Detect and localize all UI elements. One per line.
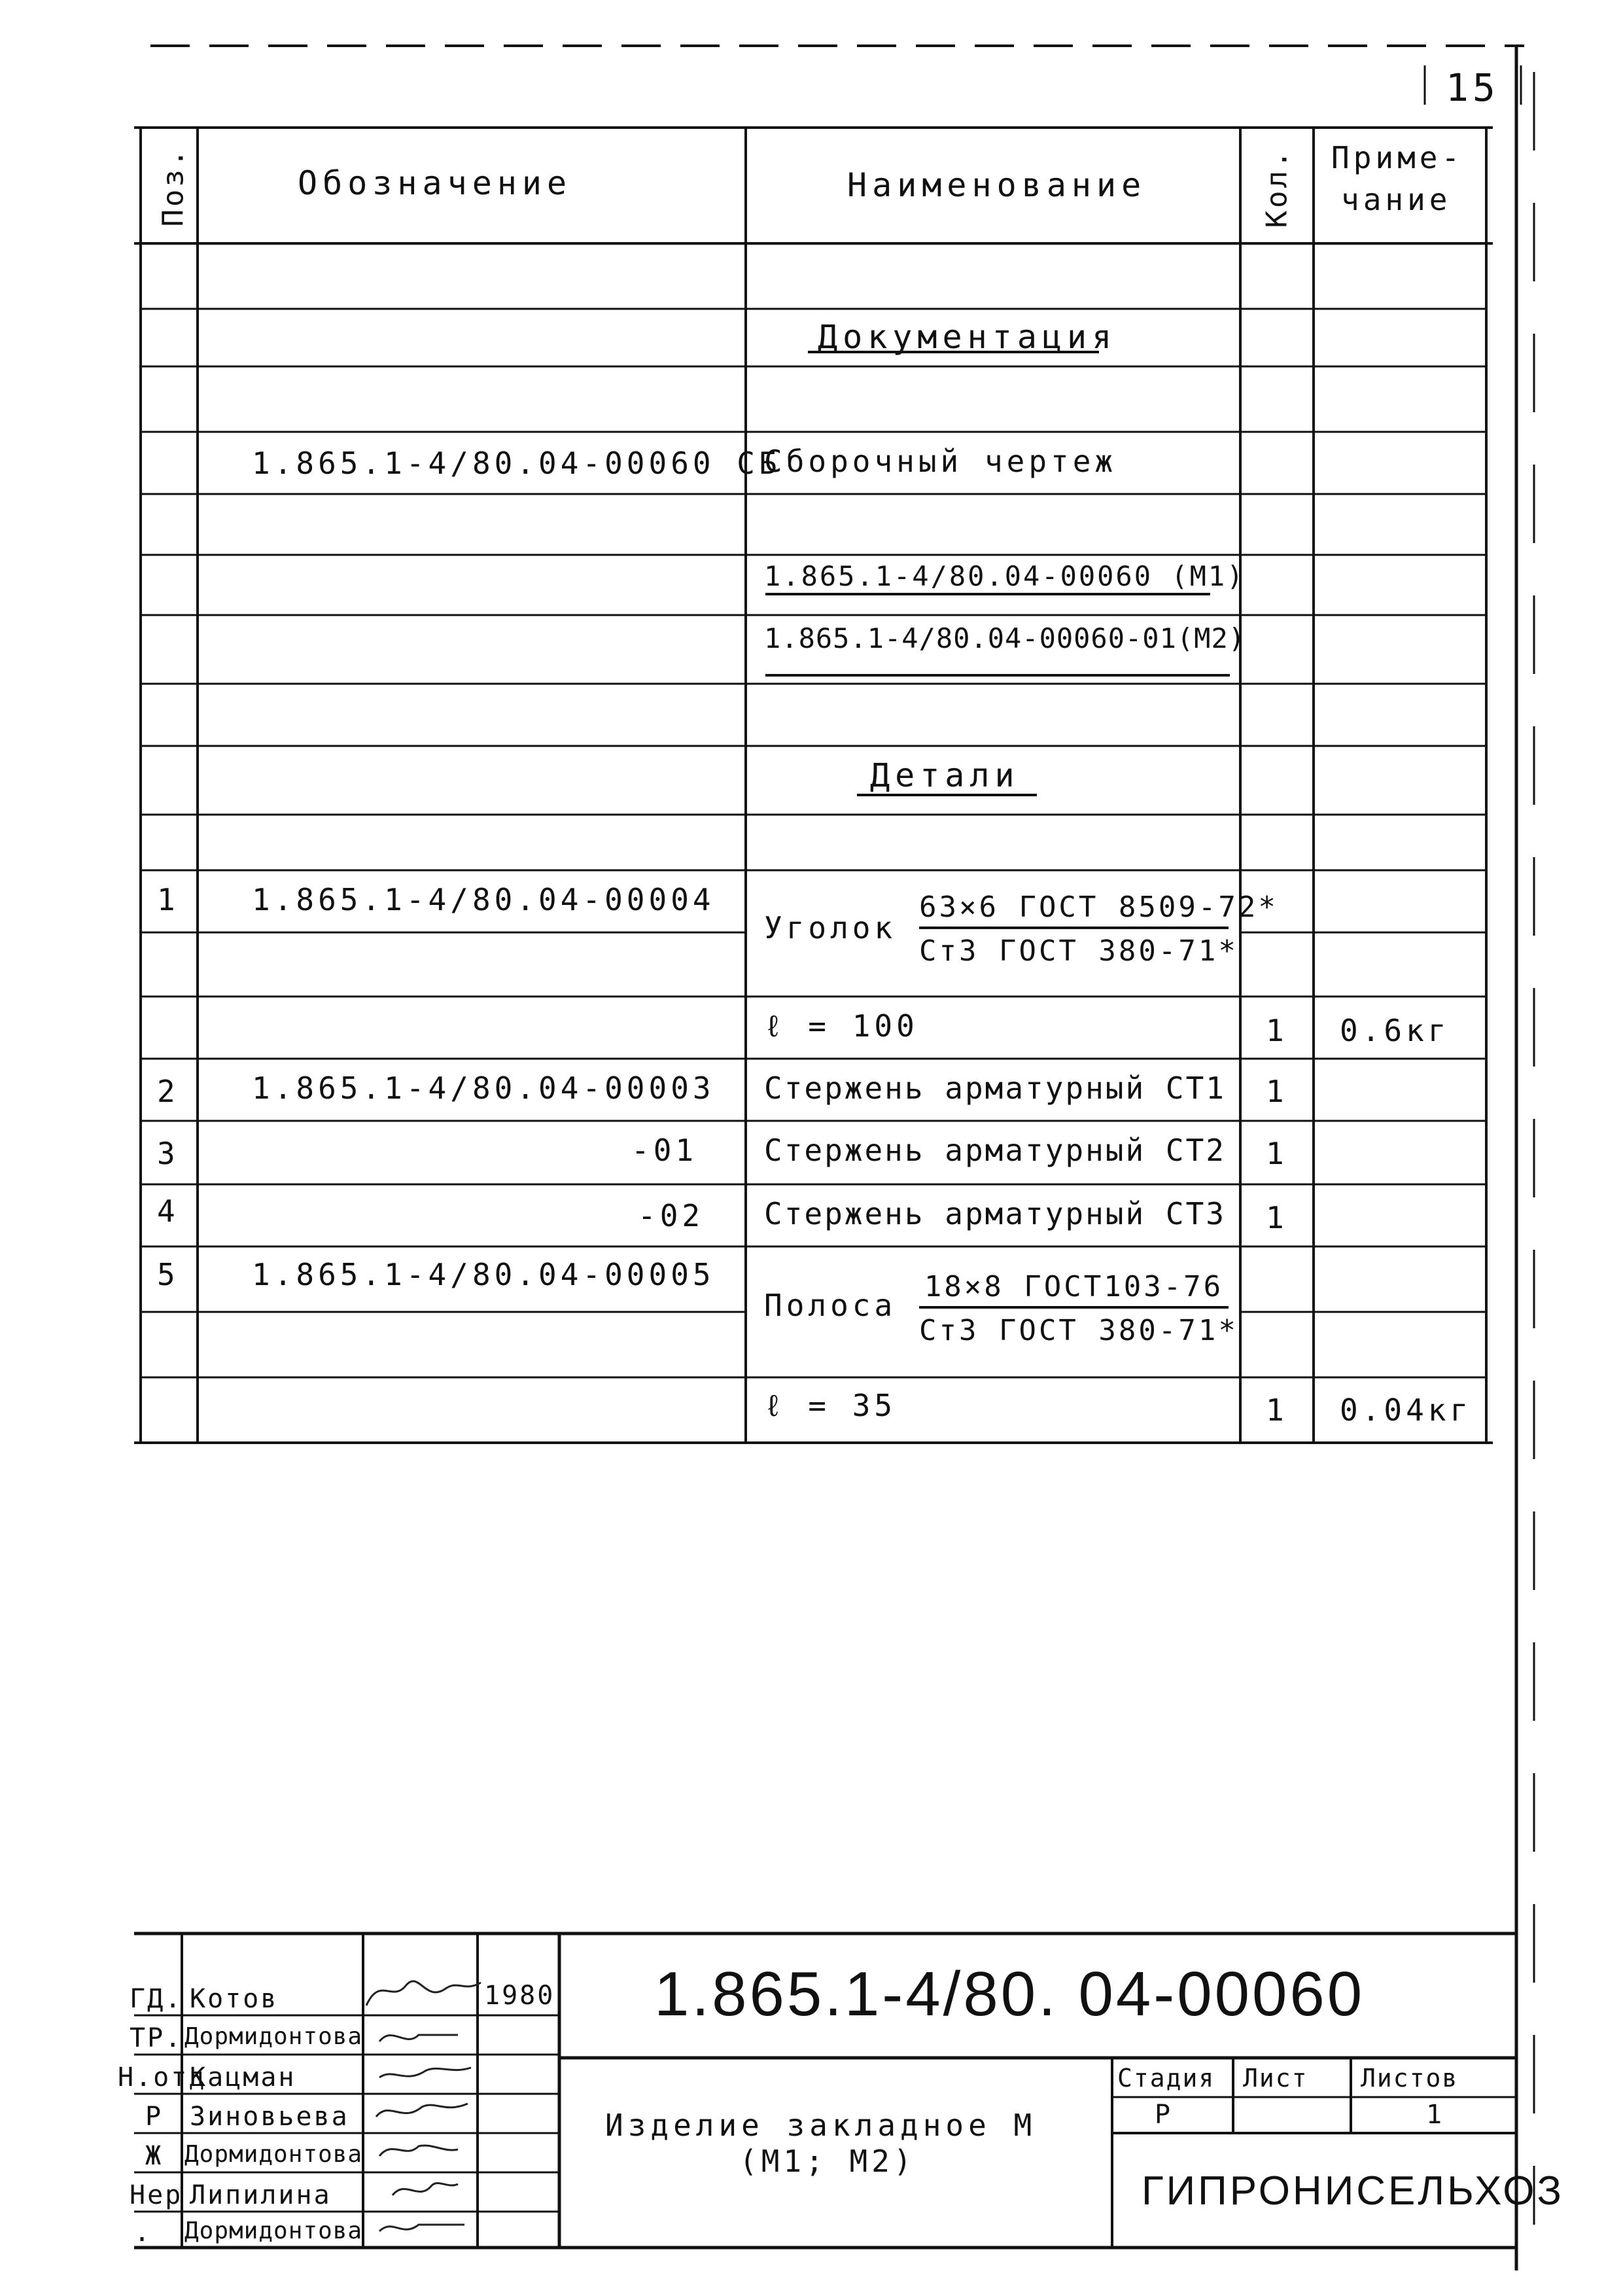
row2-qty: 1 [1266, 1074, 1288, 1109]
doc-number: 1.865.1-4/80. 04-00060 [654, 1959, 1365, 2029]
row1-length: ℓ = 100 [764, 1008, 918, 1044]
sheet-label: Лист [1243, 2064, 1308, 2093]
row2-pos: 2 [157, 1074, 179, 1109]
header-pos: Поз. [156, 147, 190, 227]
row3-designation: -01 [631, 1133, 698, 1168]
header-note-line1: Приме- [1331, 140, 1464, 175]
name-5: Липилина [190, 2180, 332, 2210]
row4-name: Стержень арматурный СТ3 [764, 1196, 1226, 1231]
section-documentation: Документация [818, 318, 1117, 356]
row2-designation: 1.865.1-4/80.04-00003 [252, 1070, 715, 1106]
name-2: Кацман [190, 2062, 296, 2093]
sheets-label: Листов [1361, 2064, 1459, 2093]
row4-designation: -02 [638, 1198, 705, 1233]
role-2: Н.отд [118, 2062, 207, 2093]
row3-qty: 1 [1266, 1136, 1288, 1171]
header-note-line2: чание [1341, 182, 1452, 217]
header-name: Наименование [847, 166, 1147, 204]
row1-denominator: Ст3 ГОСТ 380-71* [919, 934, 1238, 968]
header-qty: Кол. [1260, 148, 1294, 228]
name-6: Дормидонтова [184, 2217, 363, 2244]
role-5: Нер [130, 2180, 183, 2210]
product-name-line2: (М1; М2) [739, 2144, 916, 2179]
role-1: ТР. [130, 2023, 183, 2053]
year: 1980 [484, 1981, 555, 2011]
row5-note: 0.04кг [1340, 1392, 1473, 1428]
row5-name: Полоса [764, 1288, 897, 1323]
linked-doc-m2: 1.865.1-4/80.04-00060-01(М2) [764, 622, 1246, 654]
row5-qty: 1 [1266, 1392, 1288, 1428]
name-0: Котов [190, 1984, 279, 2014]
row1-numerator: 63×6 ГОСТ 8509-72* [919, 891, 1278, 924]
row5-denominator: Ст3 ГОСТ 380-71* [919, 1314, 1238, 1347]
role-6: . [134, 2217, 152, 2248]
sheets-value: 1 [1426, 2100, 1444, 2130]
row3-name: Стержень арматурный СТ2 [764, 1133, 1226, 1168]
doc-row-name: Сборочный чертеж [764, 444, 1117, 479]
stage-label: Стадия [1117, 2064, 1215, 2093]
name-3: Зиновьева [190, 2102, 349, 2132]
section-details: Детали [870, 756, 1020, 794]
name-1: Дормидонтова [184, 2023, 363, 2050]
stage-value: Р [1155, 2100, 1173, 2130]
name-4: Дормидонтова [184, 2141, 363, 2168]
role-0: ГД. [130, 1984, 183, 2014]
row1-pos: 1 [157, 882, 179, 917]
row1-note: 0.6кг [1340, 1013, 1450, 1048]
row5-designation: 1.865.1-4/80.04-00005 [252, 1257, 715, 1292]
row5-length: ℓ = 35 [764, 1388, 897, 1423]
linked-doc-m1: 1.865.1-4/80.04-00060 (М1) [764, 560, 1246, 592]
row1-designation: 1.865.1-4/80.04-00004 [252, 882, 715, 917]
row1-name: Уголок [764, 910, 897, 945]
page-number: 15 [1446, 65, 1499, 110]
row4-pos: 4 [157, 1193, 179, 1229]
row2-name: Стержень арматурный СТ1 [764, 1070, 1226, 1106]
header-designation: Обозначение [298, 164, 572, 202]
organization: ГИПРОНИСЕЛЬХОЗ [1142, 2168, 1564, 2214]
row1-qty: 1 [1266, 1013, 1288, 1048]
row5-pos: 5 [157, 1257, 179, 1292]
role-4: Ж [145, 2141, 164, 2171]
product-name-line1: Изделие закладное М [605, 2108, 1037, 2143]
row3-pos: 3 [157, 1136, 179, 1171]
row5-numerator: 18×8 ГОСТ103-76 [924, 1270, 1224, 1303]
role-3: Р [145, 2102, 164, 2132]
row4-qty: 1 [1266, 1200, 1288, 1235]
doc-row-designation: 1.865.1-4/80.04-00060 СБ [252, 446, 781, 481]
